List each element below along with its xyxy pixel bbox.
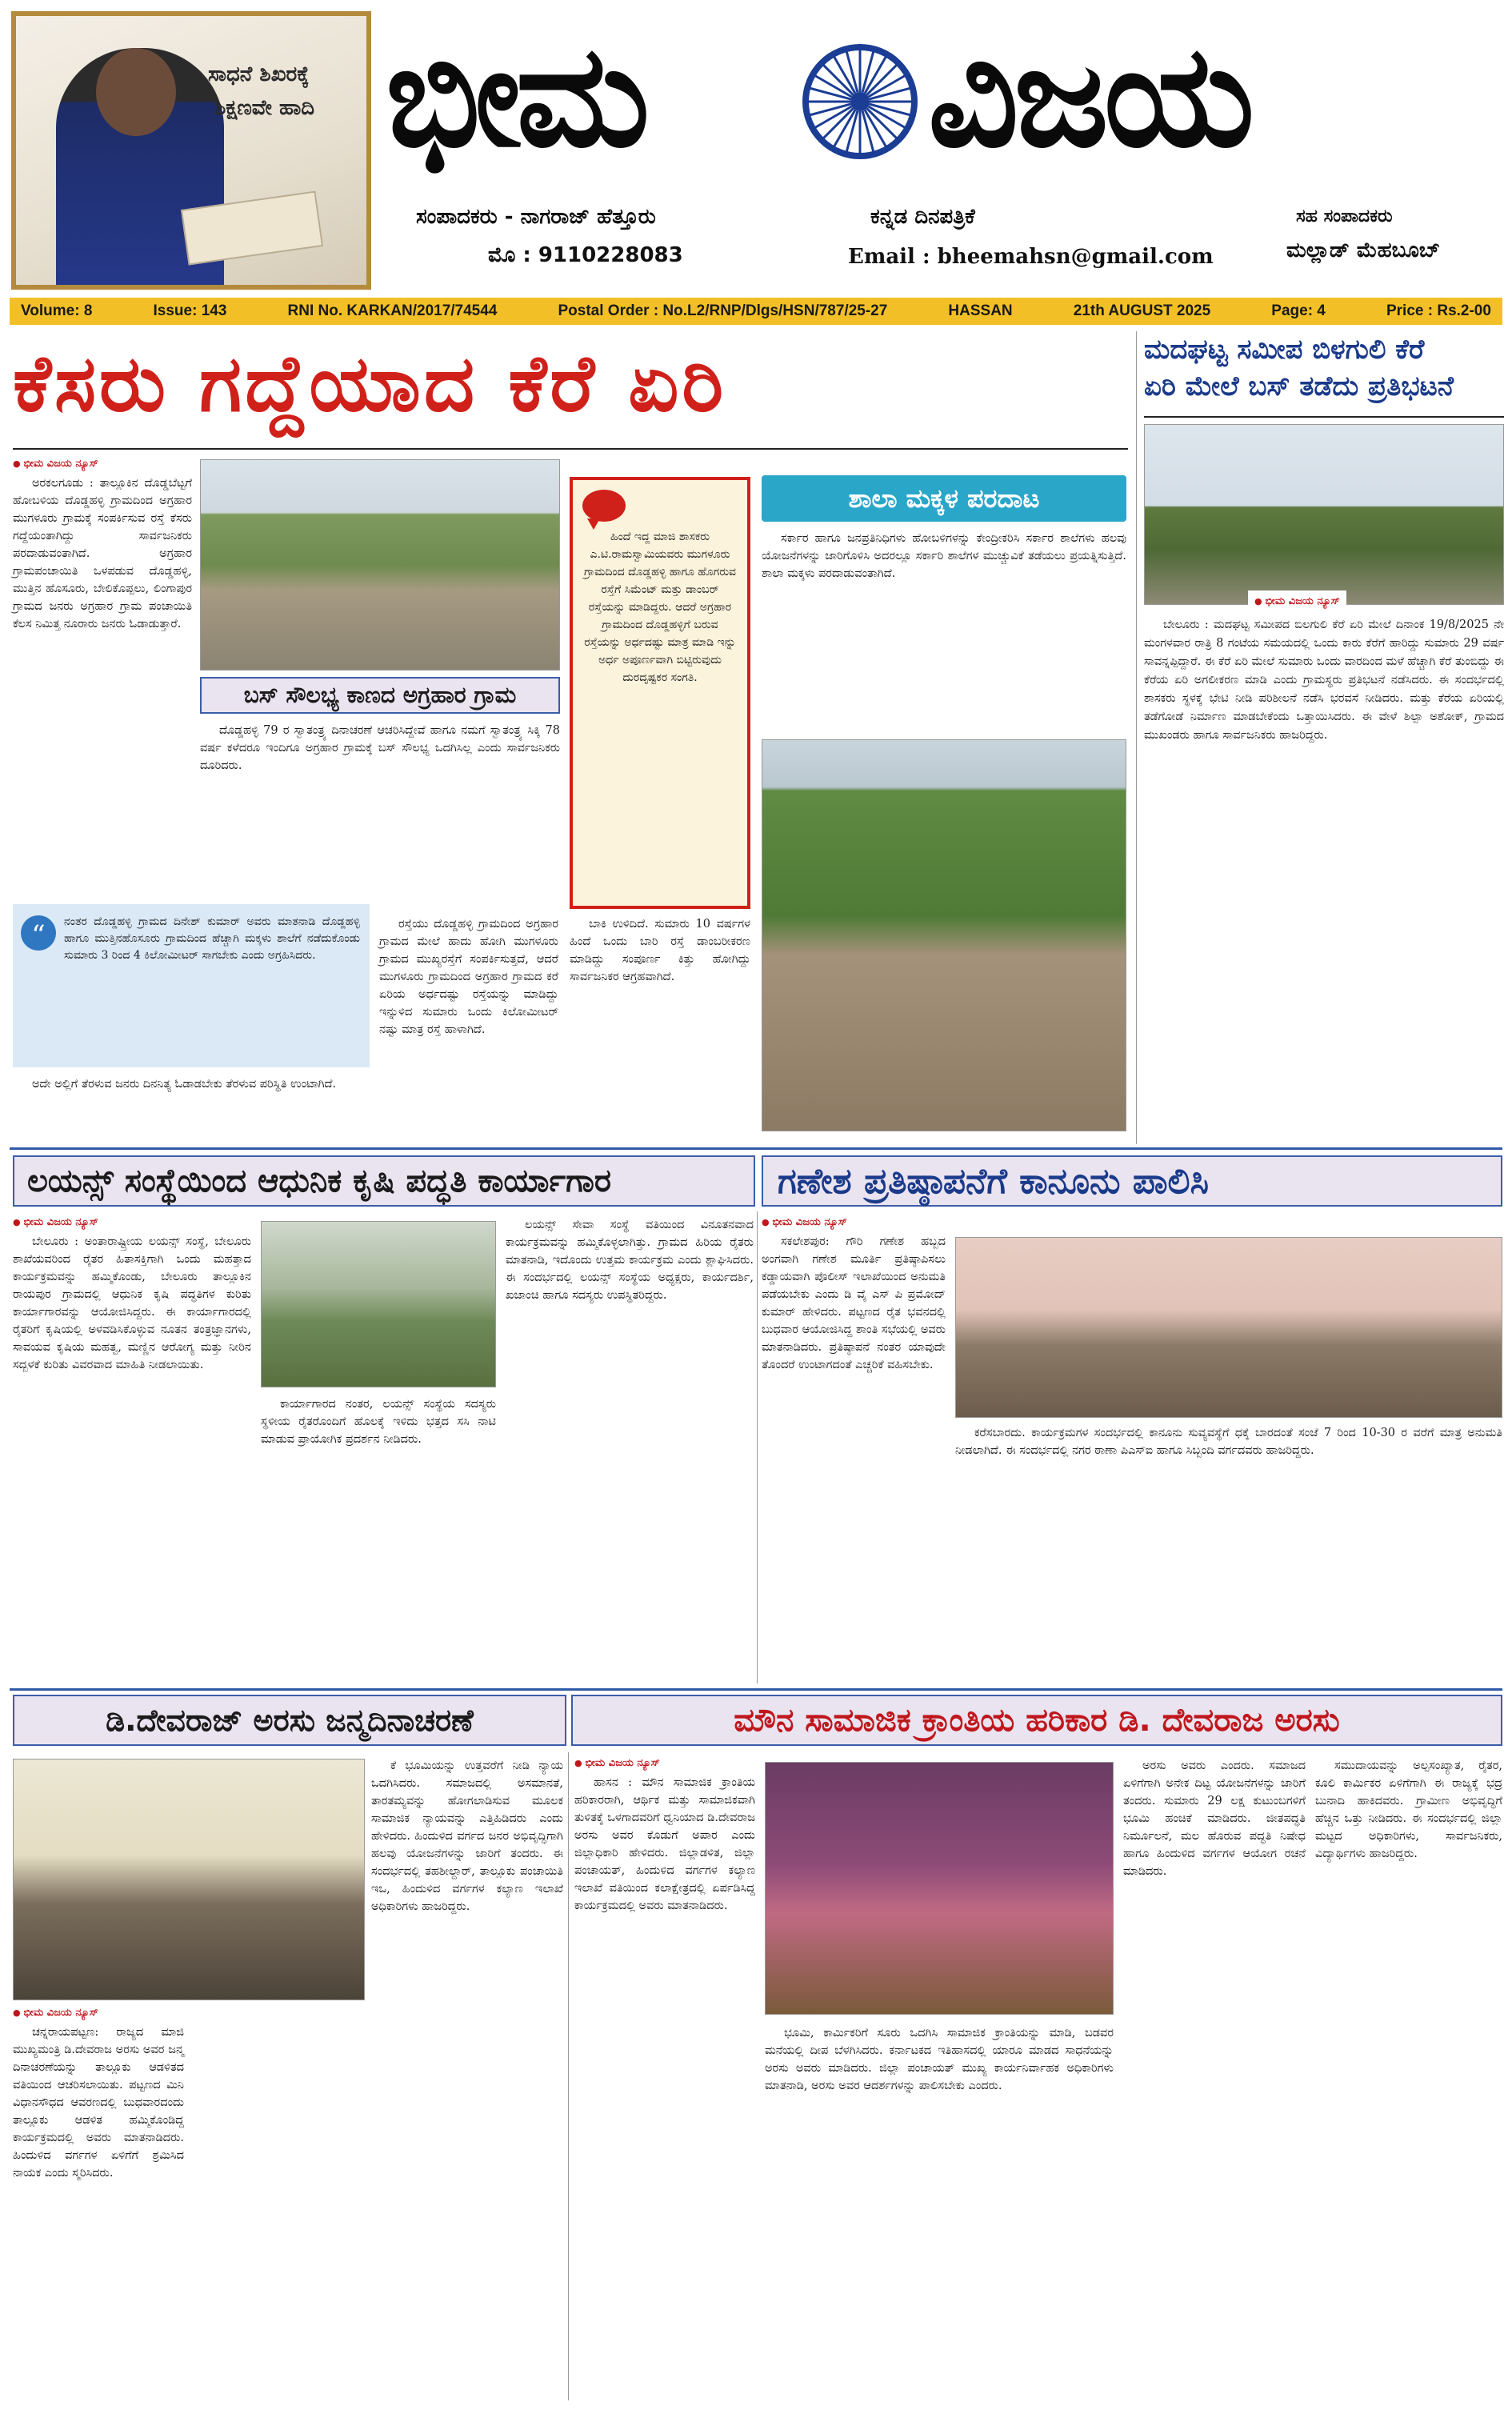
ashoka-chakra-icon [800, 42, 920, 162]
ganesha-column-1: ● ಭೀಮ ವಿಜಯ ನ್ಯೂಸ್ ಸಕಲೇಶಪುರ: ಗೌರಿ ಗಣೇಶ ಹಬ್ಬದ ಅಂಗವಾಗಿ ಗಣೇಶ ಮೂರ್ತಿ ಪ್ರತಿಷ್ಠಾಪಿಸಲು ಕಡ್ಡಾಯವಾಗಿ ಪೊಲೀಸ್ ಇಲಾಖೆಯಿಂದ ಅನುಮತಿ ಪಡೆಯಬೇಕು ಎಂದು ಡಿ ವೈ ಎಸ್ ಪಿ ಪ್ರಮೋದ್ ಕುಮಾರ್ ಹೇಳಿದರು. ಪಟ್ಟಣದ ರೈತ ಭವನದಲ್ಲಿ ಬುಧವಾರ ಆಯೋಜಿಸಿದ್ದ ಶಾಂತಿ ಸಭೆಯಲ್ಲಿ ಅವರು ಮಾತನಾಡಿದರು. ಪ್ರತಿಷ್ಠಾಪನೆ ನಂತರ ಯಾವುದೇ ತೊಂದರೆ ಉಂಟಾಗದಂತೆ ಎಚ್ಚರಿಕೆ ವಹಿಸಬೇಕು. [762, 1216, 946, 1379]
newspaper-title-left: ಭೀಮ [386, 14, 646, 178]
bus-protest-photo [1144, 424, 1504, 605]
devaraj2-column-2: ಭೂಮಿ, ಕಾರ್ಮಿಕರಿಗೆ ಸೂರು ಒದಗಿಸಿ ಸಾಮಾಜಿಕ ಕ್ರಾಂತಿಯನ್ನು ಮಾಡಿ, ಬಡವರ ಮನೆಯಲ್ಲಿ ದೀಪ ಬೆಳಗಿಸಿದರು. ಕರ್ನಾಟಕದ ಇತಿಹಾಸದಲ್ಲಿ ಯಾರೂ ಮಾಡದ ಸಾಧನೆಯನ್ನು ಅರಸು ಅವರು ಮಾಡಿದರು. ಜಿಲ್ಲಾ ಪಂಚಾಯತ್ ಮುಖ್ಯ ಕಾರ್ಯನಿರ್ವಾಹಕ ಅಧಿಕಾರಿಗಳು ಮಾತನಾಡಿ, ಅರಸು ಅವರ ಆದರ್ಶಗಳನ್ನು ಪಾಲಿಸಬೇಕು ಎಂದರು. [765, 2027, 1114, 2092]
school-text: ಸರ್ಕಾರ ಹಾಗೂ ಜನಪ್ರತಿನಿಧಿಗಳು ಹೋಬಳಿಗಳನ್ನು ಕೇಂದ್ರೀಕರಿಸಿ ಸರ್ಕಾರ ಶಾಲೆಗಳು ಹಲವು ಯೋಜನೆಗಳನ್ನು ಜಾರಿಗೊಳಿಸಿ ಅದರಲ್ಲೂ ಸರ್ಕಾರಿ ಶಾಲೆಗಳ ಮುಚ್ಚುವಿಕೆ ತಡೆಯಲು ಪ್ರಯತ್ನಿಸುತ್ತಿದೆ. ಶಾಲಾ ಮಕ್ಕಳು ಪರದಾಡುವಂತಾಗಿದೆ. [762, 532, 1126, 580]
lions-column-1: ● ಭೀಮ ವಿಜಯ ನ್ಯೂಸ್ ಬೇಲೂರು : ಅಂತಾರಾಷ್ಟ್ರೀಯ ಲಯನ್ಸ್ ಸಂಸ್ಥೆ, ಬೇಲೂರು ಶಾಖೆಯವರಿಂದ ರೈತರ ಹಿತಾಸಕ್ತಿಗಾಗಿ ಒಂದು ಮಹತ್ತಾದ ಕಾರ್ಯಕ್ರಮವನ್ನು ಹಮ್ಮಿಕೊಂಡು, ಬೇಲೂರು ತಾಲ್ಲೂಕಿನ ರಾಯಪುರ ಗ್ರಾಮದಲ್ಲಿ ಆಧುನಿಕ ಕೃಷಿ ಪದ್ಧತಿಗಳ ಕುರಿತು ಕಾರ್ಯಾಗಾರವನ್ನು ಆಯೋಜಿಸಿದ್ದರು. ಈ ಕಾರ್ಯಾಗಾರದಲ್ಲಿ ರೈತರಿಗೆ ಕೃಷಿಯಲ್ಲಿ ಅಳವಡಿಸಿಕೊಳ್ಳುವ ನೂತನ ತಂತ್ರಜ್ಞಾನಗಳು, ಸಾವಯವ ಕೃಷಿಯ ಮಹತ್ವ, ಮಣ್ಣಿನ ಆರೋಗ್ಯ ಮತ್ತು ನೀರಿನ ಸದ್ಬಳಕೆ ಕುರಿತು ವಿವರವಾದ ಮಾಹಿತಿ ನೀಡಲಾಯಿತು. [13, 1216, 251, 1379]
ganesha-column-2: ಕರೆಸಬಾರದು. ಕಾರ್ಯಕ್ರಮಗಳ ಸಂದರ್ಭದಲ್ಲಿ ಕಾನೂನು ಸುವ್ಯವಸ್ಥೆಗೆ ಧಕ್ಕೆ ಬಾರದಂತೆ ಸಂಜೆ 7 ರಿಂದ 10-30 ರ ವರೆಗೆ ಮಾತ್ರ ಅನುಮತಿ ನೀಡಲಾಗಿದೆ. ಈ ಸಂದರ್ಭದಲ್ಲಿ ನಗರ ಠಾಣಾ ಪಿಎಸ್ಐ ಹಾಗೂ ಸಿಬ್ಬಂದಿ ವರ್ಗದವರು ಹಾಜರಿದ್ದರು. [955, 1427, 1502, 1457]
ambedkar-portrait [11, 11, 371, 290]
postal-order: Postal Order : No.L2/RNP/Dlgs/HSN/787/25-27 [558, 302, 888, 319]
lead-byline: ● ಭೀಮ ವಿಜಯ ನ್ಯೂಸ್ [13, 458, 192, 470]
editor-line: ಸಂಪಾದಕರು - ನಾಗರಾಜ್ ಹೆತ್ತೂರು [416, 205, 656, 229]
portrait-quote-2: ಶಿಕ್ಷಣವೇ ಹಾದಿ [214, 96, 315, 120]
lions-caption: ಕಾರ್ಯಾಗಾರದ ನಂತರ, ಲಯನ್ಸ್ ಸಂಸ್ಥೆಯ ಸದಸ್ಯರು ಸ್ಥಳೀಯ ರೈತರೊಂದಿಗೆ ಹೊಲಕ್ಕೆ ಇಳಿದು ಭತ್ತದ ಸಸಿ ನಾಟಿ ಮಾಡುವ ಪ್ರಾಯೋಗಿಕ ಪ್ರದರ್ಶನ ನೀಡಿದರು. [261, 1398, 496, 1446]
devaraj1-headline: ಡಿ.ದೇವರಾಜ್ ಅರಸು ಜನ್ಮದಿನಾಚರಣೆ [13, 1695, 566, 1746]
lions-headline: ಲಯನ್ಸ್ ಸಂಸ್ಥೆಯಿಂದ ಆಧುನಿಕ ಕೃಷಿ ಪದ್ಧತಿ ಕಾರ್ಯಾಗಾರ [13, 1155, 755, 1207]
right-story-text: ಬೇಲೂರು : ಮದಘಟ್ಟ ಸಮೀಪದ ಬಿಲಗುಲಿ ಕೆರೆ ಏರಿ ಮೇಲೆ ದಿನಾಂಕ 19/8/2025 ನೇ ಮಂಗಳವಾರ ರಾತ್ರಿ 8 ಗಂಟೆಯ ಸಮಯದಲ್ಲಿ ಒಂದು ಕಾರು ಕೆರೆಗೆ ಹಾರಿದ್ದು ಸುಮಾರು 29 ವರ್ಷ ಸಾವನ್ನಪ್ಪಿದ್ದಾರೆ. ಈ ಕೆರೆ ಏರಿ ಮೇಲೆ ಸುಮಾರು ಒಂದು ವಾರದಿಂದ ಮಳೆ ಹೆಚ್ಚಾಗಿ ಕೆರೆ ತುಂಬಿದ್ದು ಈ ಕೆರೆಯ ಏರಿ ಅಗಲೀಕರಣ ಮಾಡಿ ಎಂದು ಗ್ರಾಮಸ್ಥರು ಪ್ರತಿಭಟನೆ ನಡೆಸಿದರು. ಈ ಸಂದರ್ಭದಲ್ಲಿ ಶಾಸಕರು ಸ್ಥಳಕ್ಕೆ ಭೇಟಿ ನೀಡಿ ಪರಿಶೀಲನೆ ನಡೆಸಿ ಭರವಸೆ ನೀಡಿದರು. ಮತ್ತು ಕೆರೆಯ ಏರಿಯಲ್ಲಿ ತಡೆಗೋಡೆ ನಿರ್ಮಾಣ ಮಾಡಬೇಕೆಂದು ಒತ್ತಾಯಿಸಿದರು. ಈ ವೇಳೆ ಶಿಲ್ಪಾ ಅಶೋಕ್, ಗ್ರಾಮದ ಮುಖಂಡರು ಹಾಗೂ ಸಾರ್ವಜನಿಕರು ಹಾಜರಿದ್ದರು. [1144, 619, 1504, 742]
coeditor-name: ಮಲ್ಲಾಡ್ ಮೆಹಬೂಬ್ [1286, 238, 1441, 262]
lead-col1-end: ಅದೇ ಅಲ್ಲಿಗೆ ತೆರಳುವ ಜನರು ದಿನನಿತ್ಯ ಓಡಾಡಬೇಕು ತೆರಳುವ ಪರಿಸ್ಥಿತಿ ಉಂಟಾಗಿದೆ. [32, 1078, 337, 1091]
portrait-quote-1: ಸಾಧನೆ ಶಿಖರಕ್ಕೆ [208, 62, 310, 86]
issue: Issue: 143 [153, 302, 227, 319]
devaraj2-headline: ಮೌನ ಸಾಮಾಜಿಕ ಕ್ರಾಂತಿಯ ಹರಿಕಾರ ಡಿ. ದೇವರಾಜ ಅರಸು [571, 1695, 1502, 1746]
right-story-byline: ● ಭೀಮ ವಿಜಯ ನ್ಯೂಸ್ [1248, 590, 1346, 609]
devaraj1-column-1: ● ಭೀಮ ವಿಜಯ ನ್ಯೂಸ್ ಚನ್ನರಾಯಪಟ್ಟಣ: ರಾಜ್ಯದ ಮಾಜಿ ಮುಖ್ಯಮಂತ್ರಿ ಡಿ.ದೇವರಾಜ ಅರಸು ಅವರ ಜನ್ಮ ದಿನಾಚರಣೆಯನ್ನು ತಾಲ್ಲೂಕು ಆಡಳಿತದ ವತಿಯಿಂದ ಆಚರಿಸಲಾಯಿತು. ಪಟ್ಟಣದ ಮಿನಿ ವಿಧಾನಸೌಧದ ಆವರಣದಲ್ಲಿ ಬುಧವಾರದಂದು ತಾಲ್ಲೂಕು ಆಡಳಿತ ಹಮ್ಮಿಕೊಂಡಿದ್ದ ಕಾರ್ಯಕ್ರಮದಲ್ಲಿ ಅವರು ಮಾತನಾಡಿದರು. ಹಿಂದುಳಿದ ವರ್ಗಗಳ ಏಳಿಗೆಗೆ ಶ್ರಮಿಸಿದ ನಾಯಕ ಎಂದು ಸ್ಮರಿಸಿದರು. [13, 2007, 184, 2187]
lions-group-photo [261, 1221, 496, 1387]
lions-column-3: ಲಯನ್ಸ್ ಸೇವಾ ಸಂಸ್ಥೆ ವತಿಯಿಂದ ವಿನೂತನವಾದ ಕಾರ್ಯಕ್ರಮವನ್ನು ಹಮ್ಮಿಕೊಳ್ಳಲಾಗಿತ್ತು. ಗ್ರಾಮದ ಹಿರಿಯ ರೈತರು ಮಾತನಾಡಿ, ಇದೊಂದು ಉತ್ತಮ ಕಾರ್ಯಕ್ರಮ ಎಂದು ಶ್ಲಾಘಿಸಿದರು. ಈ ಸಂದರ್ಭದಲ್ಲಿ ಲಯನ್ಸ್ ಸಂಸ್ಥೆಯ ಅಧ್ಯಕ್ಷರು, ಕಾರ್ಯದರ್ಶಿ, ಖಜಾಂಚಿ ಹಾಗೂ ಸದಸ್ಯರು ಉಪಸ್ಥಿತರಿದ್ದರು. [506, 1219, 754, 1302]
rni-number: RNI No. KARKAN/2017/74544 [287, 302, 498, 319]
lead-column-3: ರಸ್ತೆಯು ದೊಡ್ಡಹಳ್ಳಿ ಗ್ರಾಮದಿಂದ ಅಗ್ರಹಾರ ಗ್ರಾಮದ ಮೇಲೆ ಹಾದು ಹೋಗಿ ಮುಗಳೂರು ಗ್ರಾಮದ ಮುಖ್ಯರಸ್ತೆಗೆ ಸಂಪರ್ಕಿಸುತ್ತದೆ, ಆದರೆ ಮುಗಳೂರು ಗ್ರಾಮದಿಂದ ಅಗ್ರಹಾರ ಗ್ರಾಮದ ಕರೆ ಏರಿಯ ಅರ್ಧದಷ್ಟು ರಸ್ತೆಯನ್ನು ಮಾಡಿದ್ದು ಇನ್ನುಳಿದ ಸುಮಾರು ಒಂದು ಕಿಲೋಮೀಟರ್ ನಷ್ಟು ಮಾತ್ರ ರಸ್ತೆ ಹಾಳಾಗಿದೆ. [379, 918, 558, 1036]
lead-column-4: ಬಾಕಿ ಉಳಿದಿದೆ. ಸುಮಾರು 10 ವರ್ಷಗಳ ಹಿಂದೆ ಒಂದು ಬಾರಿ ರಸ್ತೆ ಡಾಂಬರೀಕರಣ ಮಾಡಿದ್ದು ಸಂಪೂರ್ಣ ಕಿತ್ತು ಹೋಗಿದ್ದು ಸಾರ್ವಜನಿಕರ ಆಗ್ರಹವಾಗಿದೆ. [570, 918, 750, 983]
devaraj1-column-2: ಕೆ ಭೂಮಿಯನ್ನು ಉತ್ತವರೆಗೆ ನೀಡಿ ನ್ಯಾಯ ಒದಗಿಸಿದರು. ಸಮಾಜದಲ್ಲಿ ಅಸಮಾನತೆ, ತಾರತಮ್ಯವನ್ನು ಹೋಗಲಾಡಿಸುವ ಮೂಲಕ ಸಾಮಾಜಿಕ ನ್ಯಾಯವನ್ನು ಎತ್ತಿಹಿಡಿದರು ಎಂದು ಹೇಳಿದರು. ಹಿಂದುಳಿದ ವರ್ಗದ ಜನರ ಅಭಿವೃದ್ಧಿಗಾಗಿ ಹಲವು ಯೋಜನೆಗಳನ್ನು ಜಾರಿಗೆ ತಂದರು. ಈ ಸಂದರ್ಭದಲ್ಲಿ ತಹಶೀಲ್ದಾರ್, ತಾಲ್ಲೂಕು ಪಂಚಾಯಿತಿ ಇಒ, ಹಿಂದುಳಿದ ವರ್ಗಗಳ ಕಲ್ಯಾಣ ಇಲಾಖೆ ಅಧಿಕಾರಿಗಳು ಹಾಜರಿದ್ದರು. [371, 1759, 563, 1913]
devaraj2-column-1: ● ಭೀಮ ವಿಜಯ ನ್ಯೂಸ್ ಹಾಸನ : ಮೌನ ಸಾಮಾಜಿಕ ಕ್ರಾಂತಿಯ ಹರಿಕಾರರಾಗಿ, ಆರ್ಥಿಕ ಮತ್ತು ಸಾಮಾಜಿಕವಾಗಿ ತುಳಿತಕ್ಕೆ ಒಳಗಾದವರಿಗೆ ಧ್ವನಿಯಾದ ಡಿ.ದೇವರಾಜ ಅರಸು ಅವರ ಕೊಡುಗೆ ಅಪಾರ ಎಂದು ಜಿಲ್ಲಾಧಿಕಾರಿ ಹೇಳಿದರು. ಜಿಲ್ಲಾಡಳಿತ, ಜಿಲ್ಲಾ ಪಂಚಾಯತ್, ಹಿಂದುಳಿದ ವರ್ಗಗಳ ಕಲ್ಯಾಣ ಇಲಾಖೆ ವತಿಯಿಂದ ಕಲಾಕ್ಷೇತ್ರದಲ್ಲಿ ಏರ್ಪಡಿಸಿದ್ದ ಕಾರ್ಯಕ್ರಮದಲ್ಲಿ ಅವರು ಮಾತನಾಡಿದರು. [574, 1757, 755, 1920]
muddy-road-photo [762, 739, 1126, 1131]
devaraj2-column-3: ಅರಸು ಅವರು ಎಂದರು. ಸಮಾಜದ ಏಳಿಗೆಗಾಗಿ ಅನೇಕ ದಿಟ್ಟ ಯೋಜನೆಗಳನ್ನು ಜಾರಿಗೆ ತಂದರು. ಸುಮಾರು 29 ಲಕ್ಷ ಕುಟುಂಬಗಳಿಗೆ ಭೂಮಿ ಹಂಚಿಕೆ ಮಾಡಿದರು. ಜೀತಪದ್ಧತಿ ನಿರ್ಮೂಲನೆ, ಮಲ ಹೊರುವ ಪದ್ಧತಿ ನಿಷೇಧ ಹಾಗೂ ಹಿಂದುಳಿದ ವರ್ಗಗಳ ಆಯೋಗ ರಚನೆ ಮಾಡಿದರು. [1123, 1759, 1306, 1878]
coeditor-label: ಸಹ ಸಂಪಾದಕರು [1296, 206, 1393, 226]
lead-column-1 [13, 458, 192, 638]
phone-line: ಮೊ : 9110228083 [488, 243, 683, 267]
speech-bubble-icon [582, 490, 626, 522]
lead-headline: ಕೆಸರು ಗದ್ದೆಯಾದ ಕೆರೆ ಏರಿ [13, 338, 727, 430]
devaraj-event-photo [765, 1762, 1114, 2015]
bus-text: ದೊಡ್ಡಹಳ್ಳಿ 79 ರ ಸ್ವಾತಂತ್ರ್ಯ ದಿನಾಚರಣೆ ಆಚರಿಸಿದ್ದೇವೆ ಹಾಗೂ ನಮಗೆ ಸ್ವಾತಂತ್ರ್ಯ ಸಿಕ್ಕಿ 78 ವರ್ಷ ಕಳೆದರೂ ಇಂದಿಗೂ ಅಗ್ರಹಾರ ಗ್ರಾಮಕ್ಕೆ ಬಸ್ ಸೌಲಭ್ಯ ಒದಗಿಸಿಲ್ಲ ಎಂದು ಸಾರ್ವಜನಿಕರು ದೂರಿದರು. [200, 724, 560, 772]
lamp-lighting-photo [13, 1759, 365, 2000]
devaraj2-column-4: ಸಮುದಾಯವನ್ನು ಅಲ್ಪಸಂಖ್ಯಾತ, ರೈತರ, ಕೂಲಿ ಕಾರ್ಮಿಕರ ಏಳಿಗೆಗಾಗಿ ಈ ರಾಜ್ಯಕ್ಕೆ ಭದ್ರ ಬುನಾದಿ ಹಾಕಿದವರು. ಗ್ರಾಮೀಣ ಅಭಿವೃದ್ಧಿಗೆ ಹೆಚ್ಚಿನ ಒತ್ತು ನೀಡಿದರು. ಈ ಸಂದರ್ಭದಲ್ಲಿ ಜಿಲ್ಲಾ ಮಟ್ಟದ ಅಧಿಕಾರಿಗಳು, ಸಾರ್ವಜನಿಕರು, ವಿದ್ಯಾರ್ಥಿಗಳು ಹಾಜರಿದ್ದರು. [1315, 1759, 1502, 1860]
price: Price : Rs.2-00 [1386, 302, 1491, 319]
bus-heading: ಬಸ್ ಸೌಲಭ್ಯ ಕಾಣದ ಅಗ್ರಹಾರ ಗ್ರಾಮ [200, 677, 560, 714]
right-story-headline: ಮದಘಟ್ಟ ಸಮೀಪ ಬಿಳಗುಲಿ ಕೆರೆ ಏರಿ ಮೇಲೆ ಬಸ್ ತಡೆದು ಪ್ರತಿಭಟನೆ [1144, 334, 1454, 402]
page-number: Page: 4 [1271, 302, 1326, 319]
city: HASSAN [948, 302, 1013, 319]
lead-col1-text: ಅರಕಲಗೂಡು : ತಾಲ್ಲೂಕಿನ ದೊಡ್ಡಬೆಟ್ಟಗೆ ಹೋಬಳಿಯ ದೊಡ್ಡಹಳ್ಳಿ ಗ್ರಾಮದಿಂದ ಅಗ್ರಹಾರ ಮುಗಳೂರು ಗ್ರಾಮಕ್ಕೆ ಸಂಪರ್ಕಿಸುವ ರಸ್ತೆ ಕೆಸರು ಗದ್ದೆಯಂತಾಗಿದ್ದು ಸಾರ್ವಜನಿಕರು ಪರದಾಡುವಂತಾಗಿದೆ. ಅಗ್ರಹಾರ ಗ್ರಾಮಪಂಚಾಯಿತಿ ಒಳಪಡುವ ದೊಡ್ಡಹಳ್ಳಿ, ಮುತ್ತಿನ ಹೊಸೂರು, ಬೇಲಿಕೊಪ್ಪಲು, ಲಿಂಗಾಪುರ ಗ್ರಾಮದ ಜನರು ಅಗ್ರಹಾರ ಗ್ರಾಮ ಪಂಚಾಯಿತಿ ಕೆಲಸ ನಿಮಿತ್ತ ನೂರಾರು ಜನರು ಓಡಾಡುತ್ತಾರೆ. [13, 477, 192, 631]
quote-icon: “ [21, 915, 56, 951]
info-bar [10, 298, 1502, 325]
resident-quote-box: “ ನಂತರ ದೊಡ್ಡಹಳ್ಳಿ ಗ್ರಾಮದ ದಿನೇಶ್ ಕುಮಾರ್ ಅವರು ಮಾತನಾಡಿ ದೊಡ್ಡಹಳ್ಳಿ ಹಾಗೂ ಮುತ್ತಿನಹೊಸೂರು ಗ್ರಾಮದಿಂದ ಹೆಚ್ಚಾಗಿ ಮಕ್ಕಳು ಶಾಲೆಗೆ ನಡೆದುಕೊಂಡು ಸುಮಾರು 3 ರಿಂದ 4 ಕಿಲೋಮೀಟರ್ ಸಾಗಬೇಕು ಎಂದು ಅಗ್ರಹಿಸಿದರು. [13, 904, 370, 1067]
newspaper-title-right: ವಿಜಯ [928, 14, 1250, 178]
paper-type: ಕನ್ನಡ ದಿನಪತ್ರಿಕೆ [870, 205, 975, 229]
volume: Volume: 8 [21, 302, 93, 319]
school-heading: ಶಾಲಾ ಮಕ್ಕಳ ಪರದಾಟ [762, 475, 1126, 522]
sidebar-quote-box: ಹಿಂದೆ ಇದ್ದ ಮಾಜಿ ಶಾಸಕರು ಎ.ಟಿ.ರಾಮಸ್ವಾಮಿಯವರು ಮುಗಳೂರು ಗ್ರಾಮದಿಂದ ದೊಡ್ಡಹಳ್ಳಿ ಹಾಗೂ ಹೊಗರುವ ರಸ್ತೆಗೆ ಸಿಮೆಂಟ್ ಮತ್ತು ಡಾಂಬರ್ ರಸ್ತೆಯನ್ನು ಮಾಡಿದ್ದರು. ಆದರೆ ಅಗ್ರಹಾರ ಗ್ರಾಮದಿಂದ ದೊಡ್ಡಹಳ್ಳಿಗೆ ಬರುವ ರಸ್ತೆಯನ್ನು ಅರ್ಧದಷ್ಟು ಮಾತ್ರ ಮಾಡಿ ಇನ್ನು ಅರ್ಧ ಅಪೂರ್ಣವಾಗಿ ಬಿಟ್ಟಿರುವುದು ದುರದೃಷ್ಟಕರ ಸಂಗತಿ. [570, 477, 750, 909]
masthead [0, 0, 1512, 296]
ganesha-meeting-photo [955, 1237, 1502, 1418]
ganesha-headline: ಗಣೇಶ ಪ್ರತಿಷ್ಠಾಪನೆಗೆ ಕಾನೂನು ಪಾಲಿಸಿ [762, 1155, 1502, 1207]
date: 21th AUGUST 2025 [1073, 302, 1211, 319]
road-photo [200, 459, 560, 671]
email-line: Email : bheemahsn@gmail.com [848, 245, 1214, 269]
